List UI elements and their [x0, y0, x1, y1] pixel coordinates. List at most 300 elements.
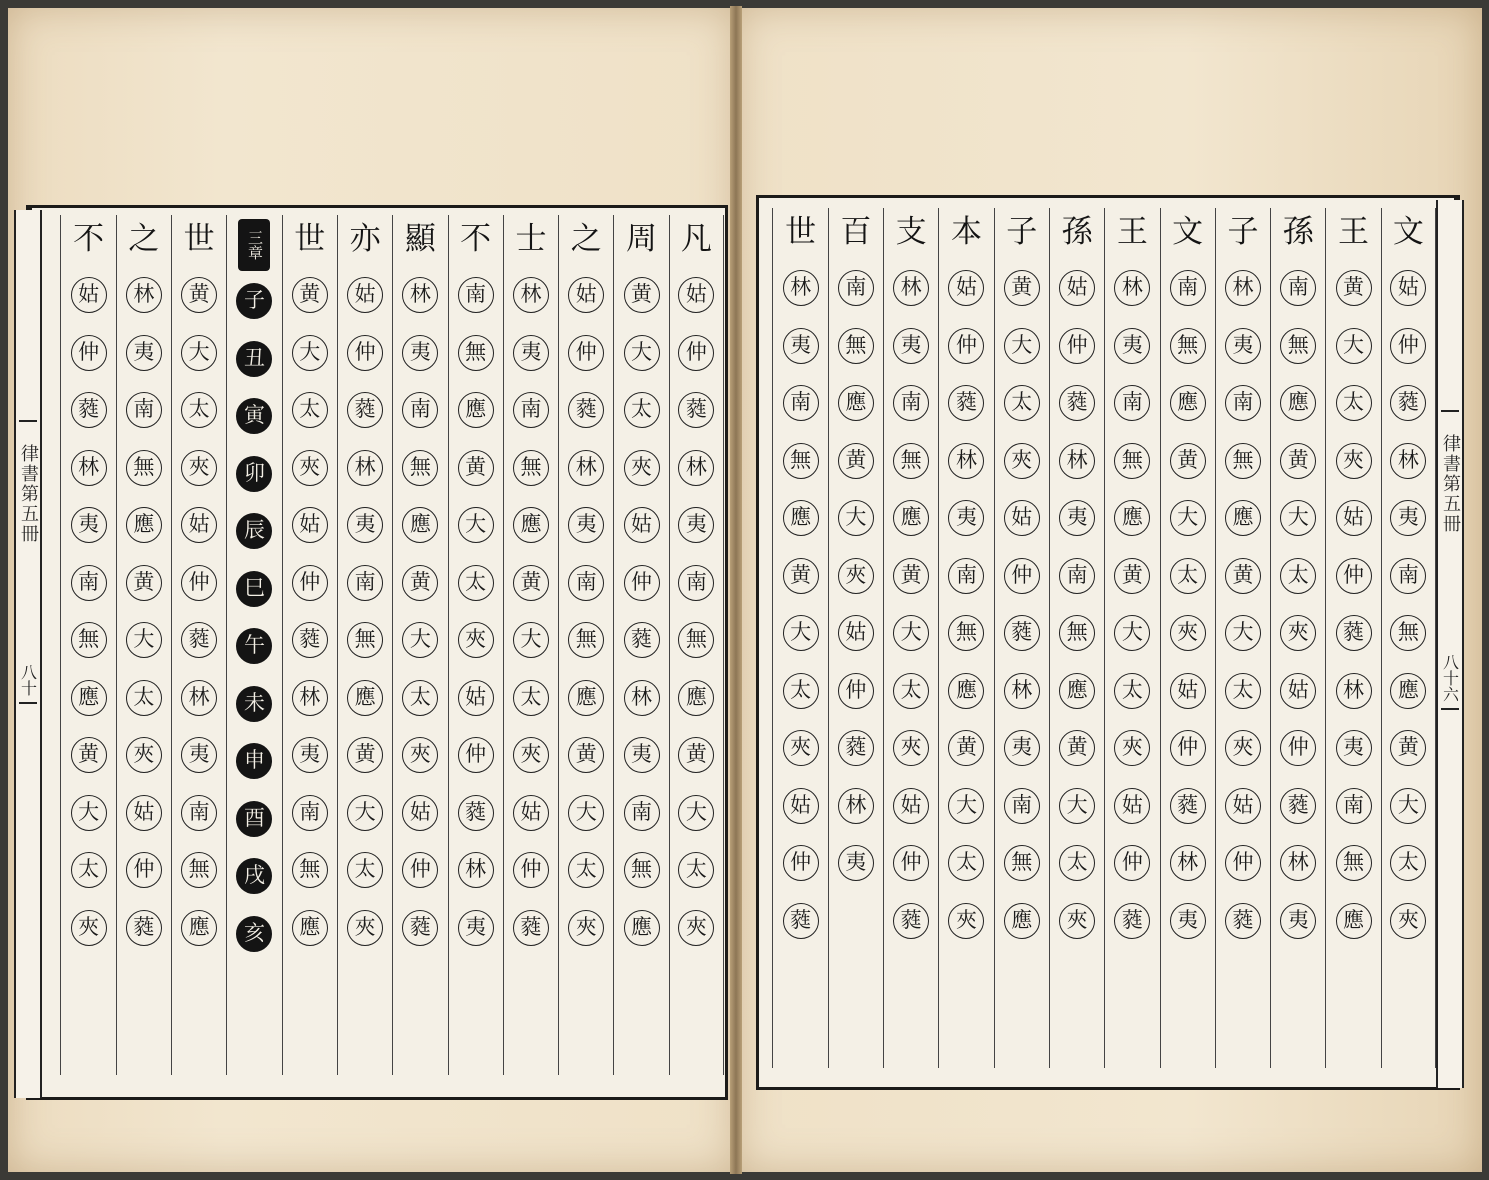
pitch-note: 林 [71, 450, 107, 486]
notation-column [1270, 208, 1325, 1068]
pitch-note: 蕤 [1280, 788, 1316, 824]
pitch-note: 夷 [568, 507, 604, 543]
right-margin-title: 律書第五冊 [1440, 434, 1461, 534]
pitch-note: 夷 [948, 500, 984, 536]
fish-tail-mark [1441, 708, 1459, 724]
pitch-note: 南 [1225, 385, 1261, 421]
pitch-note: 夾 [181, 450, 217, 486]
branch-marker: 戌 [236, 858, 272, 894]
pitch-note: 仲 [513, 852, 549, 888]
lyric-character: 孫 [1282, 214, 1314, 250]
pitch-note: 夷 [292, 737, 328, 773]
pitch-note: 夷 [1336, 730, 1372, 766]
pitch-note: 大 [838, 500, 874, 536]
pitch-note: 夾 [568, 910, 604, 946]
lyric-character: 之 [128, 221, 160, 257]
pitch-note: 姑 [624, 507, 660, 543]
notation-column [392, 215, 447, 1075]
pitch-note: 大 [1059, 788, 1095, 824]
notation-column [1104, 208, 1159, 1068]
lyric-character: 世 [294, 221, 326, 257]
pitch-note: 蕤 [1390, 385, 1426, 421]
pitch-note: 應 [1114, 500, 1150, 536]
pitch-note: 大 [71, 795, 107, 831]
pitch-note: 林 [181, 680, 217, 716]
pitch-note: 林 [678, 450, 714, 486]
pitch-note: 大 [513, 622, 549, 658]
pitch-note: 夷 [893, 328, 929, 364]
lyric-character: 支 [895, 214, 927, 250]
pitch-note: 蕤 [71, 392, 107, 428]
pitch-note: 仲 [783, 845, 819, 881]
pitch-note: 應 [513, 507, 549, 543]
pitch-note: 蕤 [838, 730, 874, 766]
notation-column [116, 215, 171, 1075]
pitch-note: 夾 [1225, 730, 1261, 766]
pitch-note: 應 [1225, 500, 1261, 536]
pitch-note: 林 [948, 443, 984, 479]
lyric-character: 子 [1006, 214, 1038, 250]
pitch-note: 太 [1004, 385, 1040, 421]
lyric-character: 顯 [404, 221, 436, 257]
pitch-note: 應 [624, 910, 660, 946]
pitch-note: 林 [1390, 443, 1426, 479]
fish-tail-mark [1441, 410, 1459, 426]
notation-column [613, 215, 668, 1075]
pitch-note: 林 [1170, 845, 1206, 881]
pitch-note: 應 [1059, 673, 1095, 709]
pitch-note: 黄 [783, 558, 819, 594]
pitch-note: 姑 [1170, 673, 1206, 709]
pitch-note: 無 [71, 622, 107, 658]
pitch-note: 南 [1390, 558, 1426, 594]
pitch-note: 黄 [1390, 730, 1426, 766]
lyric-character: 不 [73, 221, 105, 257]
pitch-note: 無 [1390, 615, 1426, 651]
pitch-note: 姑 [71, 277, 107, 313]
pitch-note: 夾 [1390, 903, 1426, 939]
lyric-character: 士 [515, 221, 547, 257]
notation-column [1049, 208, 1104, 1068]
pitch-note: 姑 [402, 795, 438, 831]
pitch-note: 大 [181, 335, 217, 371]
pitch-note: 夾 [678, 910, 714, 946]
pitch-note: 黄 [1280, 443, 1316, 479]
pitch-note: 仲 [948, 328, 984, 364]
pitch-note: 仲 [292, 565, 328, 601]
pitch-note: 黄 [624, 277, 660, 313]
pitch-note: 林 [783, 270, 819, 306]
pitch-note: 姑 [1336, 500, 1372, 536]
pitch-note: 南 [513, 392, 549, 428]
pitch-note: 黄 [948, 730, 984, 766]
pitch-note: 姑 [126, 795, 162, 831]
pitch-note: 姑 [513, 795, 549, 831]
pitch-note: 太 [347, 852, 383, 888]
pitch-note: 夾 [783, 730, 819, 766]
pitch-note: 林 [292, 680, 328, 716]
pitch-note: 蕤 [1170, 788, 1206, 824]
notation-column [772, 208, 827, 1068]
branch-marker: 寅 [236, 398, 272, 434]
pitch-note: 南 [1336, 788, 1372, 824]
pitch-note: 大 [458, 507, 494, 543]
pitch-note: 黄 [893, 558, 929, 594]
pitch-note: 夷 [402, 335, 438, 371]
pitch-note: 林 [1336, 673, 1372, 709]
branch-marker: 午 [236, 628, 272, 664]
lyric-character: 不 [460, 221, 492, 257]
pitch-note: 夾 [624, 450, 660, 486]
pitch-note: 姑 [893, 788, 929, 824]
pitch-note: 無 [1225, 443, 1261, 479]
pitch-note: 林 [893, 270, 929, 306]
pitch-note: 蕤 [948, 385, 984, 421]
right-margin-strip [1436, 200, 1464, 1088]
branch-marker: 卯 [236, 456, 272, 492]
pitch-note: 仲 [1280, 730, 1316, 766]
pitch-note: 夷 [1390, 500, 1426, 536]
pitch-note: 應 [402, 507, 438, 543]
pitch-note: 無 [513, 450, 549, 486]
pitch-note: 大 [1170, 500, 1206, 536]
notation-column [1160, 208, 1215, 1068]
pitch-note: 無 [1004, 845, 1040, 881]
lyric-character: 文 [1392, 214, 1424, 250]
pitch-note: 仲 [678, 335, 714, 371]
pitch-note: 蕤 [783, 903, 819, 939]
fish-tail-mark [19, 420, 37, 436]
pitch-note: 夷 [1114, 328, 1150, 364]
pitch-note: 夷 [71, 507, 107, 543]
pitch-note: 林 [347, 450, 383, 486]
lyric-character: 世 [785, 214, 817, 250]
left-margin-page-number: 八十 [18, 664, 38, 696]
notation-column [994, 208, 1049, 1068]
notation-column [669, 215, 724, 1075]
pitch-note: 夾 [126, 737, 162, 773]
lyric-character: 孫 [1061, 214, 1093, 250]
pitch-note: 姑 [838, 615, 874, 651]
pitch-note: 仲 [1170, 730, 1206, 766]
pitch-note: 黄 [1170, 443, 1206, 479]
pitch-note: 夷 [1004, 730, 1040, 766]
pitch-note: 南 [783, 385, 819, 421]
pitch-note: 林 [402, 277, 438, 313]
pitch-note: 南 [948, 558, 984, 594]
pitch-note: 南 [838, 270, 874, 306]
pitch-note: 黄 [678, 737, 714, 773]
pitch-note: 大 [1004, 328, 1040, 364]
pitch-note: 南 [1280, 270, 1316, 306]
section-marker: 三章 [238, 219, 270, 271]
notation-column [503, 215, 558, 1075]
lyric-character: 之 [570, 221, 602, 257]
right-margin-page-number: 八十六 [1440, 654, 1460, 702]
pitch-note: 夷 [1059, 500, 1095, 536]
pitch-note: 夾 [347, 910, 383, 946]
pitch-note: 無 [1336, 845, 1372, 881]
pitch-note: 無 [568, 622, 604, 658]
pitch-note: 應 [126, 507, 162, 543]
pitch-note: 黄 [1114, 558, 1150, 594]
left-margin-title: 律書第五冊 [18, 444, 39, 544]
pitch-note: 太 [893, 673, 929, 709]
pitch-note: 黄 [1059, 730, 1095, 766]
pitch-note: 夾 [458, 622, 494, 658]
pitch-note: 林 [838, 788, 874, 824]
branch-marker: 未 [236, 686, 272, 722]
pitch-note: 仲 [347, 335, 383, 371]
pitch-note: 仲 [1059, 328, 1095, 364]
notation-column [60, 215, 115, 1075]
pitch-note: 應 [838, 385, 874, 421]
pitch-note: 夷 [624, 737, 660, 773]
pitch-note: 夷 [458, 910, 494, 946]
pitch-note: 無 [624, 852, 660, 888]
pitch-note: 大 [1114, 615, 1150, 651]
pitch-note: 太 [1390, 845, 1426, 881]
pitch-note: 無 [1170, 328, 1206, 364]
pitch-note: 太 [181, 392, 217, 428]
pitch-note: 太 [783, 673, 819, 709]
pitch-note: 仲 [624, 565, 660, 601]
branch-marker: 辰 [236, 513, 272, 549]
pitch-note: 無 [126, 450, 162, 486]
pitch-note: 黄 [458, 450, 494, 486]
branch-marker: 酉 [236, 801, 272, 837]
pitch-note: 夾 [1170, 615, 1206, 651]
pitch-note: 應 [678, 680, 714, 716]
lyric-character: 子 [1227, 214, 1259, 250]
pitch-note: 太 [513, 680, 549, 716]
pitch-note: 太 [1336, 385, 1372, 421]
pitch-note: 太 [1280, 558, 1316, 594]
pitch-note: 蕤 [678, 392, 714, 428]
pitch-note: 蕤 [1114, 903, 1150, 939]
pitch-note: 蕤 [624, 622, 660, 658]
pitch-note: 仲 [458, 737, 494, 773]
pitch-note: 太 [1114, 673, 1150, 709]
pitch-note: 太 [568, 852, 604, 888]
fish-tail-mark [19, 702, 37, 718]
pitch-note: 南 [1170, 270, 1206, 306]
pitch-note: 黄 [1225, 558, 1261, 594]
pitch-note: 姑 [347, 277, 383, 313]
pitch-note: 無 [783, 443, 819, 479]
pitch-note: 蕤 [893, 903, 929, 939]
branch-marker: 巳 [236, 571, 272, 607]
pitch-note: 大 [783, 615, 819, 651]
pitch-note: 夾 [948, 903, 984, 939]
pitch-note: 仲 [1336, 558, 1372, 594]
pitch-note: 夾 [71, 910, 107, 946]
pitch-note: 大 [893, 615, 929, 651]
pitch-note: 姑 [783, 788, 819, 824]
pitch-note: 姑 [292, 507, 328, 543]
right-notation-columns [770, 208, 1436, 1068]
pitch-note: 太 [678, 852, 714, 888]
pitch-note: 夷 [1280, 903, 1316, 939]
pitch-note: 南 [568, 565, 604, 601]
pitch-note: 蕤 [568, 392, 604, 428]
pitch-note: 姑 [568, 277, 604, 313]
notation-column [337, 215, 392, 1075]
pitch-note: 南 [71, 565, 107, 601]
pitch-note: 南 [402, 392, 438, 428]
pitch-note: 南 [678, 565, 714, 601]
pitch-note: 夷 [838, 845, 874, 881]
notation-column [558, 215, 613, 1075]
pitch-note: 無 [181, 852, 217, 888]
pitch-note: 林 [126, 277, 162, 313]
pitch-note: 應 [458, 392, 494, 428]
pitch-note: 南 [458, 277, 494, 313]
pitch-note: 無 [402, 450, 438, 486]
book-gutter [730, 6, 742, 1174]
pitch-note: 夷 [347, 507, 383, 543]
pitch-note: 蕤 [402, 910, 438, 946]
pitch-note: 林 [1004, 673, 1040, 709]
pitch-note: 黄 [1336, 270, 1372, 306]
notation-column [828, 208, 883, 1068]
pitch-note: 黄 [568, 737, 604, 773]
pitch-note: 太 [1059, 845, 1095, 881]
pitch-note: 大 [347, 795, 383, 831]
pitch-note: 蕤 [181, 622, 217, 658]
pitch-note: 仲 [126, 852, 162, 888]
pitch-note: 大 [292, 335, 328, 371]
pitch-note: 黄 [838, 443, 874, 479]
pitch-note: 無 [893, 443, 929, 479]
notation-column [883, 208, 938, 1068]
pitch-note: 仲 [568, 335, 604, 371]
pitch-note: 夷 [1170, 903, 1206, 939]
notation-column [1325, 208, 1380, 1068]
pitch-note: 蕤 [1336, 615, 1372, 651]
pitch-note: 太 [1225, 673, 1261, 709]
pitch-note: 應 [948, 673, 984, 709]
lyric-character: 王 [1338, 214, 1370, 250]
pitch-note: 林 [458, 852, 494, 888]
pitch-note: 林 [1114, 270, 1150, 306]
pitch-note: 仲 [402, 852, 438, 888]
pitch-note: 仲 [1225, 845, 1261, 881]
pitch-note: 無 [1280, 328, 1316, 364]
pitch-note: 仲 [893, 845, 929, 881]
lyric-character: 百 [840, 214, 872, 250]
notation-column [448, 215, 503, 1075]
pitch-note: 南 [181, 795, 217, 831]
pitch-note: 應 [292, 910, 328, 946]
pitch-note: 黄 [181, 277, 217, 313]
pitch-note: 姑 [458, 680, 494, 716]
notation-column [938, 208, 993, 1068]
lyric-character: 文 [1172, 214, 1204, 250]
pitch-note: 仲 [71, 335, 107, 371]
pitch-note: 大 [126, 622, 162, 658]
pitch-note: 無 [458, 335, 494, 371]
pitch-note: 仲 [838, 673, 874, 709]
pitch-note: 姑 [181, 507, 217, 543]
pitch-note: 姑 [678, 277, 714, 313]
pitch-note: 仲 [1390, 328, 1426, 364]
pitch-note: 應 [1336, 903, 1372, 939]
pitch-note: 南 [347, 565, 383, 601]
branch-marker: 子 [236, 283, 272, 319]
pitch-note: 太 [126, 680, 162, 716]
lyric-character: 本 [950, 214, 982, 250]
pitch-note: 姑 [1390, 270, 1426, 306]
pitch-note: 應 [568, 680, 604, 716]
pitch-note: 南 [1004, 788, 1040, 824]
pitch-note: 大 [1280, 500, 1316, 536]
pitch-note: 無 [1114, 443, 1150, 479]
pitch-note: 黄 [126, 565, 162, 601]
pitch-note: 林 [1059, 443, 1095, 479]
pitch-note: 黄 [402, 565, 438, 601]
pitch-note: 大 [1225, 615, 1261, 651]
pitch-note: 夷 [1225, 328, 1261, 364]
pitch-note: 應 [1170, 385, 1206, 421]
pitch-note: 黄 [513, 565, 549, 601]
pitch-note: 姑 [1059, 270, 1095, 306]
pitch-note: 無 [948, 615, 984, 651]
pitch-note: 林 [568, 450, 604, 486]
pitch-note: 應 [783, 500, 819, 536]
pitch-note: 林 [1280, 845, 1316, 881]
pitch-note: 南 [893, 385, 929, 421]
pitch-note: 大 [678, 795, 714, 831]
notation-column [226, 215, 281, 1075]
pitch-note: 夾 [1280, 615, 1316, 651]
pitch-note: 夾 [1336, 443, 1372, 479]
pitch-note: 仲 [181, 565, 217, 601]
pitch-note: 大 [402, 622, 438, 658]
pitch-note: 黄 [347, 737, 383, 773]
pitch-note: 太 [948, 845, 984, 881]
notation-column [282, 215, 337, 1075]
pitch-note: 應 [893, 500, 929, 536]
pitch-note: 應 [71, 680, 107, 716]
pitch-note: 大 [568, 795, 604, 831]
pitch-note: 無 [1059, 615, 1095, 651]
pitch-note: 無 [292, 852, 328, 888]
pitch-note: 蕤 [1004, 615, 1040, 651]
pitch-note: 蕤 [126, 910, 162, 946]
pitch-note: 太 [71, 852, 107, 888]
pitch-note: 應 [1390, 673, 1426, 709]
pitch-note: 夷 [126, 335, 162, 371]
pitch-note: 太 [458, 565, 494, 601]
branch-marker: 丑 [236, 341, 272, 377]
pitch-note: 南 [292, 795, 328, 831]
pitch-note: 蕤 [1225, 903, 1261, 939]
pitch-note: 夾 [1059, 903, 1095, 939]
pitch-note: 夾 [402, 737, 438, 773]
pitch-note: 夾 [893, 730, 929, 766]
pitch-note: 夾 [1004, 443, 1040, 479]
pitch-note: 蕤 [292, 622, 328, 658]
pitch-note: 夾 [292, 450, 328, 486]
pitch-note: 夾 [838, 558, 874, 594]
pitch-note: 夷 [181, 737, 217, 773]
pitch-note: 南 [1059, 558, 1095, 594]
pitch-note: 姑 [1114, 788, 1150, 824]
pitch-note: 大 [948, 788, 984, 824]
notation-column [1215, 208, 1270, 1068]
pitch-note: 姑 [1225, 788, 1261, 824]
